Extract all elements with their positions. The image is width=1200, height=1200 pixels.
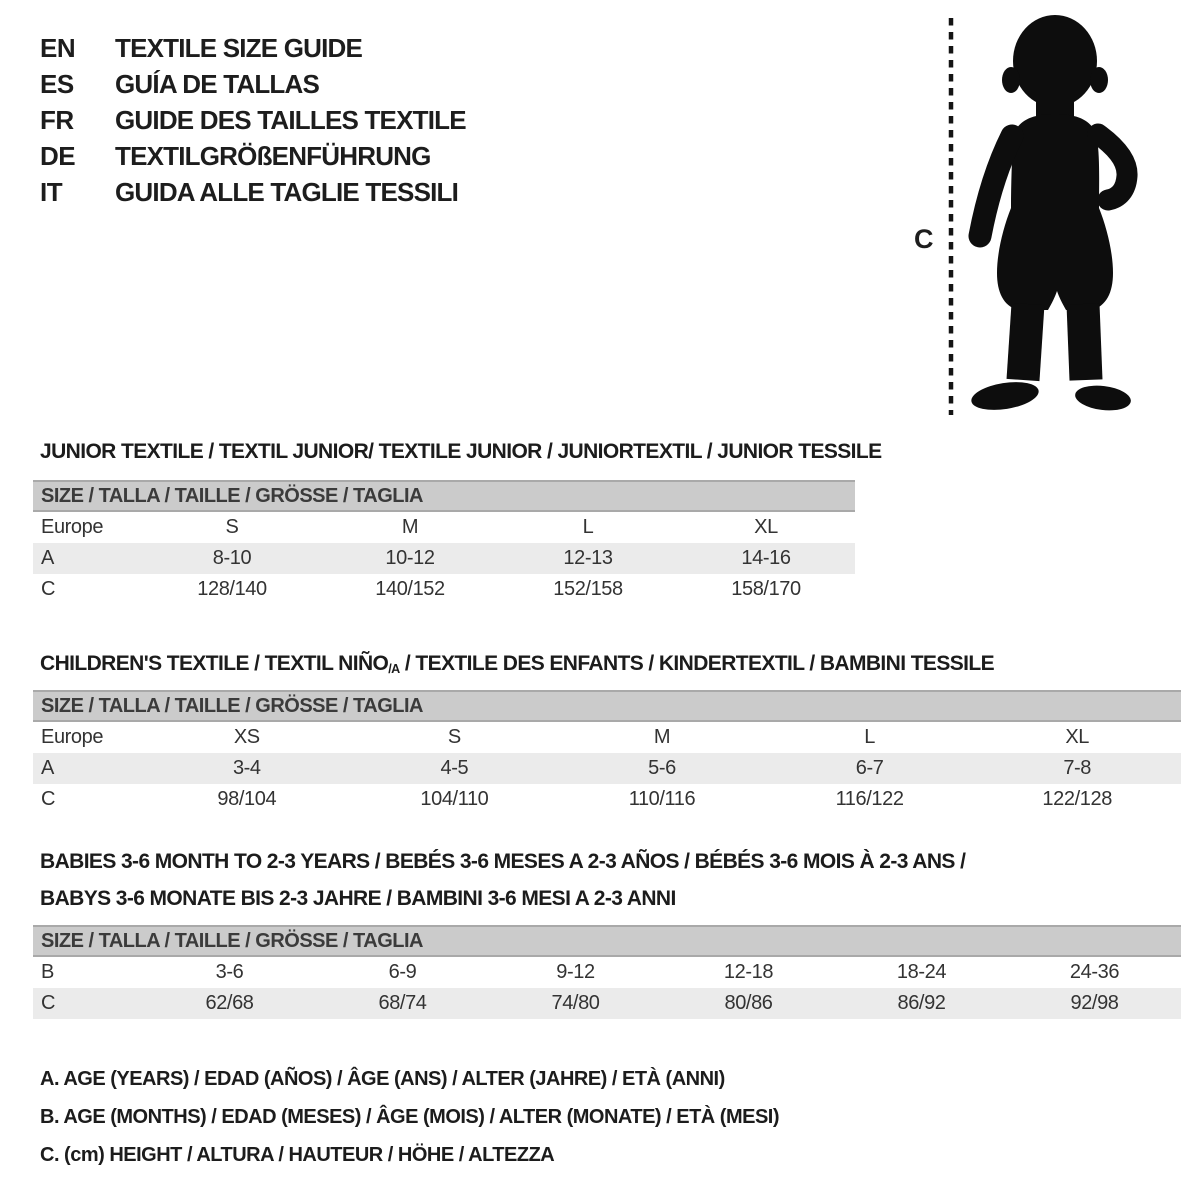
- table-cell: 9-12: [556, 961, 595, 983]
- section-title-line: [40, 880, 965, 917]
- language-list: [40, 30, 466, 210]
- table-cell: 3-4: [232, 757, 261, 779]
- table-cell: 24-36: [1069, 961, 1120, 983]
- language-row: [40, 102, 466, 138]
- table-cell: 10-12: [385, 547, 435, 569]
- title-text: BABYS 3-6 MONATE BIS 2-3 JAHRE / BAMBINI 3-6 MESI A 2-3 ANNI: [40, 887, 676, 910]
- section-title-line: [40, 843, 965, 880]
- table-cell: 6-7: [855, 757, 884, 779]
- table-size-header: SIZE / TALLA / TAILLE / GRÖSSE / TAGLIA: [33, 480, 855, 512]
- language-title: GUIDA ALLE TAGLIE TESSILI: [115, 176, 459, 207]
- table-row: [33, 753, 1181, 784]
- table-cell: XL: [754, 516, 778, 538]
- legend: [40, 1068, 779, 1182]
- table-cell: 7-8: [1063, 757, 1092, 779]
- table-row: [33, 957, 1181, 988]
- table-cell: 128/140: [197, 578, 267, 600]
- table-cell: 12-18: [723, 961, 774, 983]
- table-cell: 116/122: [835, 788, 904, 810]
- row-label: Europe: [41, 516, 104, 538]
- table-row: [33, 574, 855, 605]
- language-title: GUÍA DE TALLAS: [115, 68, 320, 99]
- language-code: ES: [40, 68, 74, 99]
- table-cell: 80/86: [724, 992, 773, 1014]
- title-text: BABIES 3-6 MONTH TO 2-3 YEARS / BEBÉS 3-6 MESES A 2-3 AÑOS / BÉBÉS 3-6 MOIS À 2-3 ANS /: [40, 850, 966, 873]
- table-cell: 122/128: [1042, 788, 1112, 810]
- table-cell: 110/116: [628, 788, 696, 810]
- table-cell: 68/74: [378, 992, 427, 1014]
- row-label: A: [41, 547, 54, 569]
- language-title: TEXTILGRÖßENFÜHRUNG: [115, 140, 431, 171]
- table-cell: M: [401, 516, 419, 538]
- size-table: [33, 690, 1181, 815]
- legend-line: B. AGE (MONTHS) / EDAD (MESES) / ÂGE (MOIS) / ALTER (MONATE) / ETÀ (MESI): [40, 1106, 780, 1128]
- table-row: [33, 512, 855, 543]
- table-cell: 62/68: [205, 992, 254, 1014]
- table-cell: 6-9: [388, 961, 417, 983]
- language-row: [40, 138, 466, 174]
- table-cell: 3-6: [215, 961, 244, 983]
- legend-line: C. (cm) HEIGHT / ALTURA / HAUTEUR / HÖHE / ALTEZZA: [40, 1144, 555, 1166]
- size-table: [33, 480, 855, 605]
- table-cell: S: [447, 726, 461, 748]
- table-cell: S: [225, 516, 239, 538]
- table-rows: [33, 957, 1181, 1019]
- language-row: [40, 174, 466, 210]
- table-cell: 86/92: [897, 992, 946, 1014]
- title-text: JUNIOR TEXTILE / TEXTIL JUNIOR/ TEXTILE JUNIOR / JUNIORTEXTIL / JUNIOR TESSILE: [40, 440, 882, 463]
- language-title: TEXTILE SIZE GUIDE: [115, 32, 363, 63]
- section-title-line: [40, 645, 994, 685]
- row-label: C: [41, 578, 56, 600]
- section-title-line: [40, 433, 882, 470]
- table-cell: 98/104: [217, 788, 277, 810]
- table-cell: 74/80: [551, 992, 600, 1014]
- row-label: C: [41, 788, 56, 810]
- table-cell: M: [653, 726, 671, 748]
- height-measure-label: C: [914, 224, 934, 254]
- language-code: DE: [40, 140, 76, 171]
- table-cell: 14-16: [741, 547, 791, 569]
- table-cell: L: [864, 726, 875, 748]
- language-row: [40, 66, 466, 102]
- section-title: [40, 433, 882, 470]
- size-table: [33, 925, 1181, 1019]
- table-cell: XS: [233, 726, 260, 748]
- section-title: [40, 645, 994, 685]
- title-text: CHILDREN'S TEXTILE / TEXTIL NIÑO: [40, 652, 389, 675]
- toddler-silhouette: [969, 15, 1132, 414]
- legend-line: A. AGE (YEARS) / EDAD (AÑOS) / ÂGE (ANS) / ALTER (JAHRE) / ETÀ (ANNI): [40, 1068, 725, 1090]
- language-title: GUIDE DES TAILLES TEXTILE: [115, 104, 466, 135]
- table-rows: [33, 722, 1181, 815]
- table-cell: 8-10: [212, 547, 252, 569]
- row-label: Europe: [41, 726, 104, 748]
- section-title: [40, 843, 965, 917]
- language-code: IT: [40, 176, 63, 207]
- table-cell: 140/152: [375, 578, 445, 600]
- row-label: C: [41, 992, 56, 1014]
- language-code: EN: [40, 32, 76, 63]
- row-label: A: [41, 757, 54, 779]
- table-cell: 152/158: [553, 578, 623, 600]
- table-cell: XL: [1065, 726, 1089, 748]
- table-cell: 158/170: [731, 578, 801, 600]
- table-cell: 92/98: [1070, 992, 1119, 1014]
- table-rows: [33, 512, 855, 605]
- table-row: [33, 988, 1181, 1019]
- table-size-header: SIZE / TALLA / TAILLE / GRÖSSE / TAGLIA: [33, 690, 1181, 722]
- title-text: /A: [388, 661, 400, 676]
- table-cell: 5-6: [648, 757, 676, 779]
- table-row: [33, 784, 1181, 815]
- table-cell: 12-13: [563, 547, 613, 569]
- table-size-header: SIZE / TALLA / TAILLE / GRÖSSE / TAGLIA: [33, 925, 1181, 957]
- toddler-silhouette-svg: [900, 8, 1160, 422]
- language-row: [40, 30, 466, 66]
- table-row: [33, 543, 855, 574]
- language-code: FR: [40, 104, 74, 135]
- table-cell: L: [582, 516, 594, 538]
- table-cell: 4-5: [440, 757, 469, 779]
- row-label: B: [41, 961, 54, 983]
- title-text: / TEXTILE DES ENFANTS / KINDERTEXTIL / BAMBINI TESSILE: [399, 652, 995, 675]
- table-row: [33, 722, 1181, 753]
- table-cell: 104/110: [420, 788, 489, 810]
- table-cell: 18-24: [896, 961, 947, 983]
- height-figure: [900, 8, 1160, 422]
